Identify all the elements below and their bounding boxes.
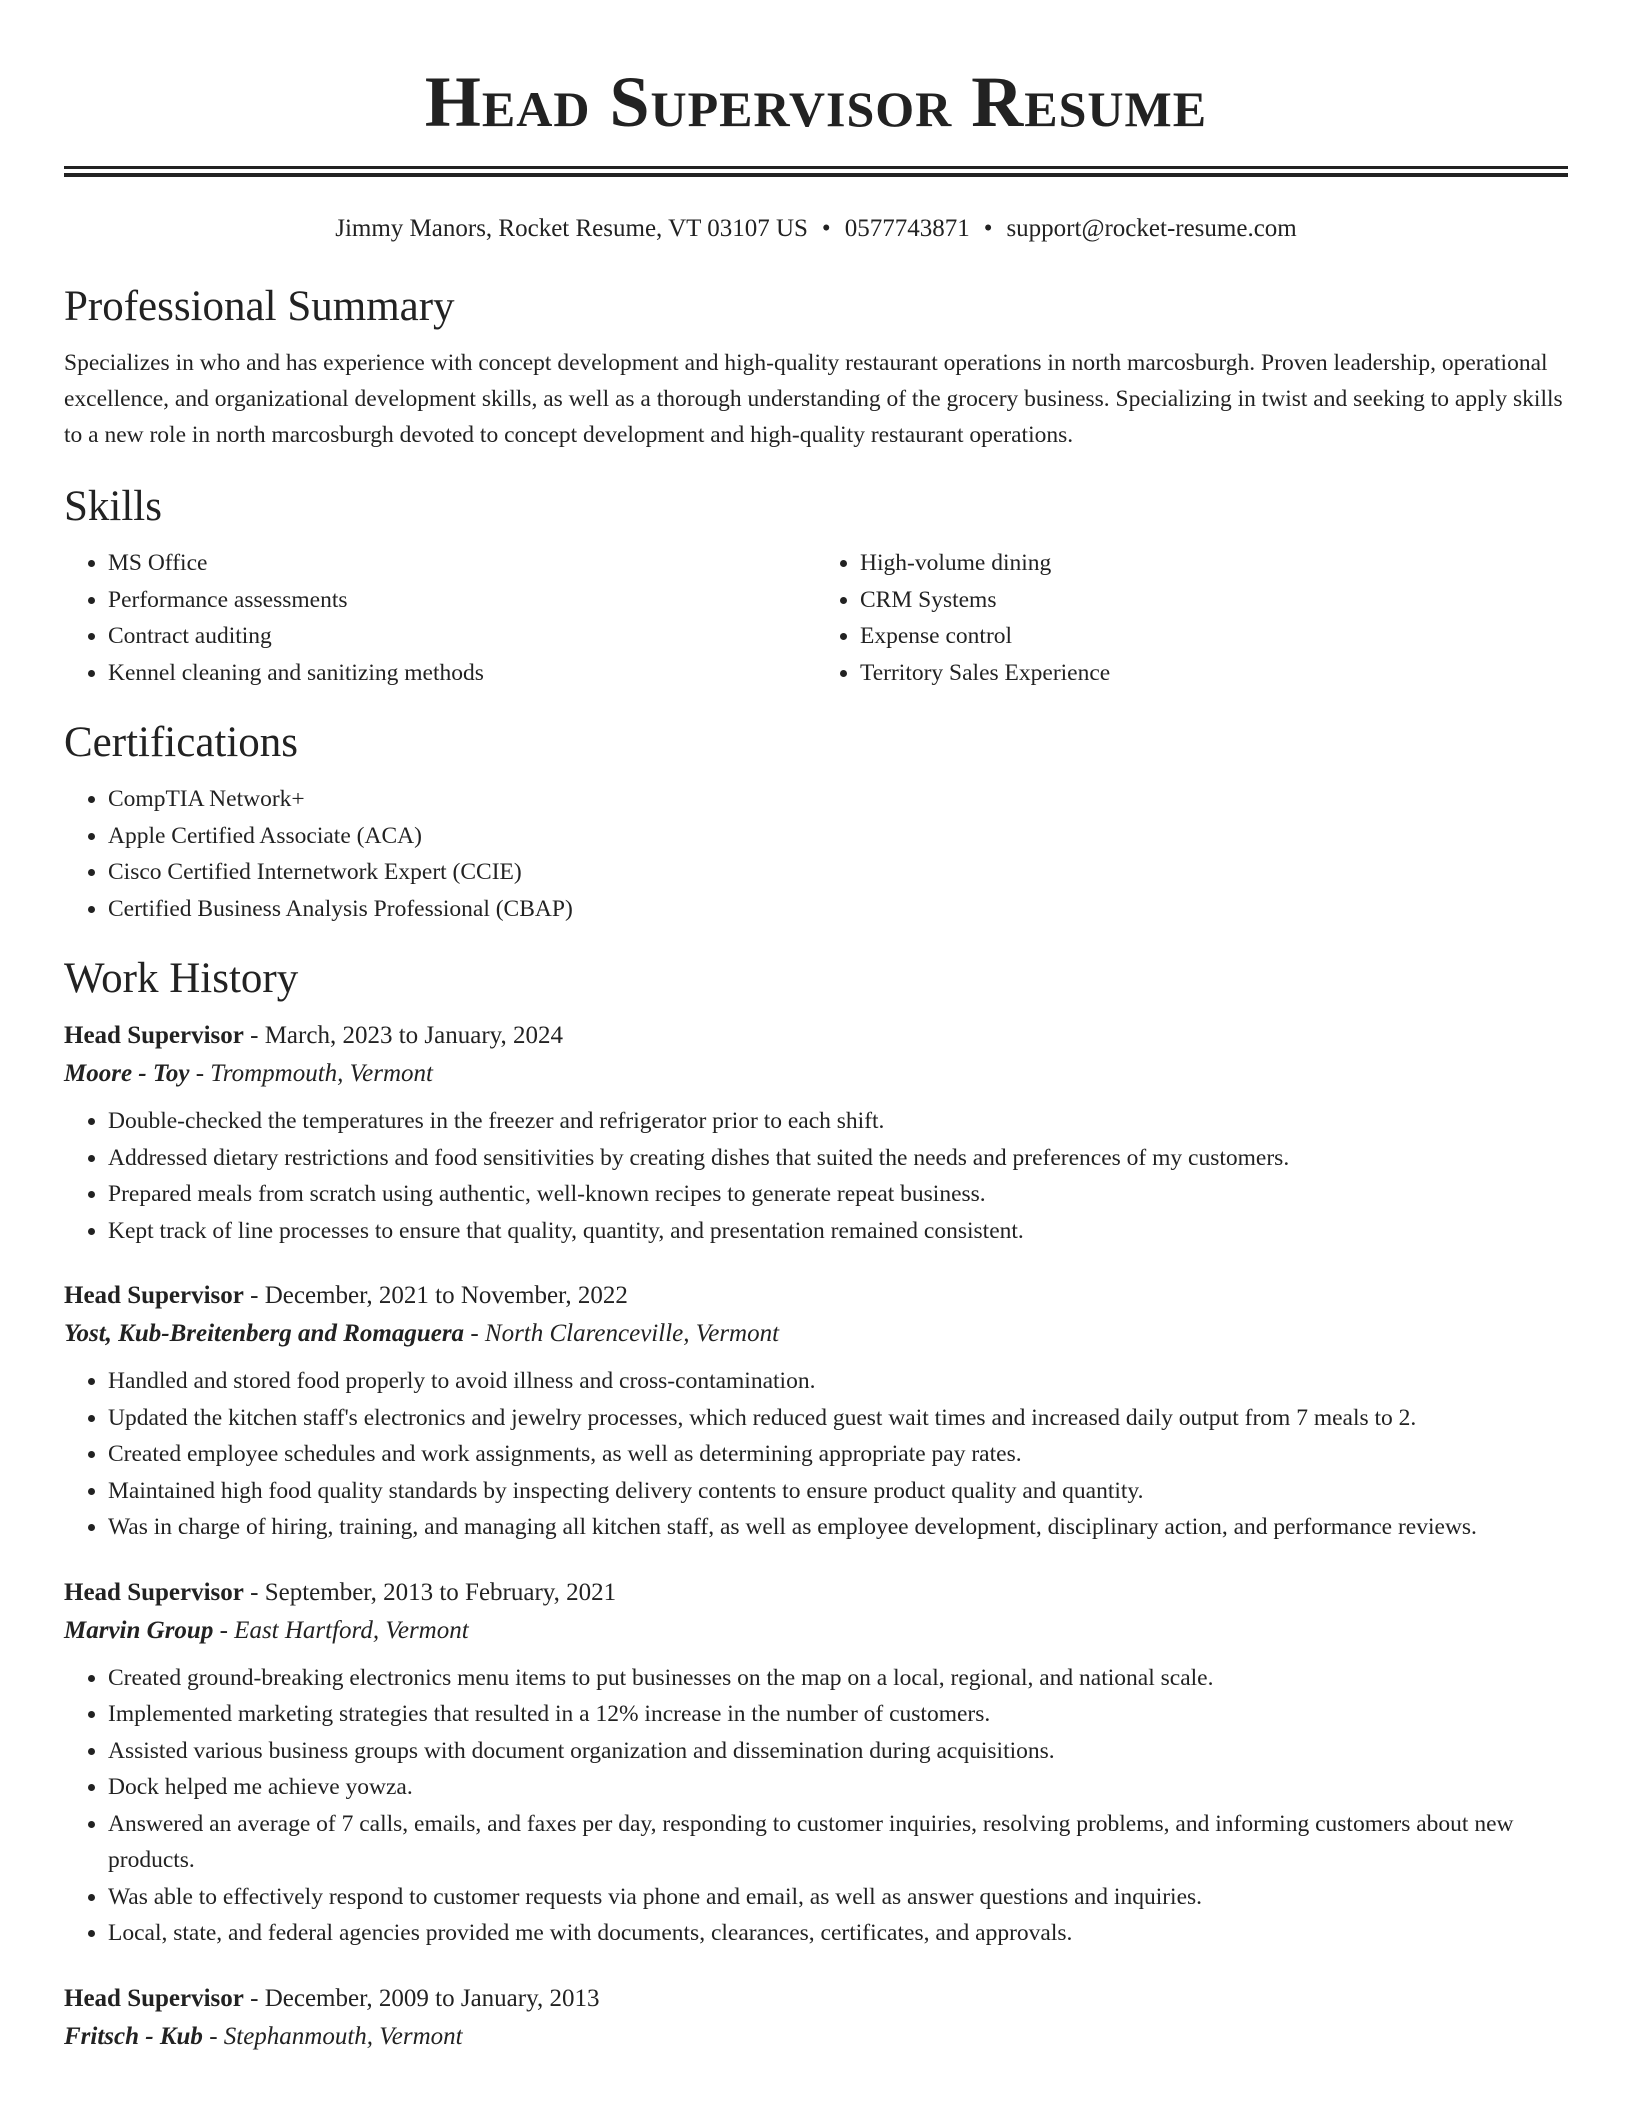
job-company-line	[64, 1055, 1568, 1093]
job-bullet: • Prepared meals from scratch using authentic, well-known recipes to generate repeat business.	[108, 1176, 1568, 1213]
job-company-line	[64, 1315, 1568, 1353]
job-dash: -	[250, 1282, 259, 1309]
job-bullet: • Addressed dietary restrictions and food sensitivities by creating dishes that suited the needs and preferences of my customers.	[108, 1140, 1568, 1177]
job-location: Stephanmouth, Vermont	[223, 2022, 463, 2050]
contact-separator: •	[983, 215, 993, 242]
job-dates: March, 2023 to January, 2024	[264, 1022, 564, 1049]
job-title-line	[64, 1277, 1568, 1315]
skill-item: • Performance assessments	[108, 582, 816, 619]
job-company: Marvin Group	[64, 1616, 214, 1644]
contact-email: support@rocket-resume.com	[1006, 215, 1297, 242]
work-history-heading: Work History	[64, 955, 299, 1002]
skill-item: • Contract auditing	[108, 618, 816, 655]
job-dates: December, 2021 to November, 2022	[264, 1282, 628, 1309]
job-company: Moore - Toy	[64, 1060, 190, 1087]
summary-text: Specializes in who and has experience with concept development and high-quality restaurant operations in north marcosburgh. Proven leadership, operational excellence, and organizational development skills, as well as a thorough understanding of the grocery business. Specializing in twist and seeking to apply skills to a new role in north marcosburgh devoted to concept development and high-quality restaurant operations.	[64, 350, 1563, 448]
job-bullet: • Created employee schedules and work assignments, as well as determining appropriate pay rates.	[108, 1436, 1568, 1473]
skills-grid	[64, 545, 1568, 691]
job-bullet: • Handled and stored food properly to avoid illness and cross-contamination.	[108, 1363, 1568, 1400]
job-title-line	[64, 1574, 1568, 1612]
contact-phone: 0577743871	[844, 215, 970, 242]
job-bullet: • Created ground-breaking electronics menu items to put businesses on the map on a local, regional, and national scale.	[108, 1660, 1568, 1697]
job-company-line	[64, 2018, 1568, 2056]
job-dates: September, 2013 to February, 2021	[264, 1578, 617, 1606]
job-entry	[64, 1980, 1568, 2056]
job-bullet: • Dock helped me achieve yowza.	[108, 1769, 1568, 1806]
job-dash: -	[209, 2022, 218, 2050]
job-bullet: • Maintained high food quality standards by inspecting delivery contents to ensure product quality and quantity.	[108, 1473, 1568, 1510]
certification-item: • Apple Certified Associate (ACA)	[108, 818, 1568, 855]
job-title-line	[64, 1980, 1568, 2018]
skill-item: • CRM Systems	[860, 582, 1568, 619]
skills-list-left	[64, 545, 816, 691]
job-company: Fritsch - Kub	[64, 2022, 203, 2050]
job-dash: -	[250, 1984, 259, 2012]
certifications-list	[64, 781, 1568, 927]
job-dates: December, 2009 to January, 2013	[264, 1984, 600, 2012]
certifications-heading: Certifications	[64, 719, 299, 766]
job-bullet: • Implemented marketing strategies that resulted in a 12% increase in the number of customers.	[108, 1696, 1568, 1733]
job-dash: -	[195, 1060, 205, 1087]
certification-item: • Cisco Certified Internetwork Expert (CCIE)	[108, 854, 1568, 891]
job-dash: -	[250, 1578, 259, 1606]
job-dash: -	[219, 1616, 228, 1644]
job-title: Head Supervisor	[64, 1984, 244, 2012]
resume-title: Head Supervisor Resume	[424, 62, 1208, 142]
job-company-line	[64, 1612, 1568, 1650]
skill-item: • Expense control	[860, 618, 1568, 655]
job-company: Yost, Kub-Breitenberg and Romaguera	[64, 1320, 465, 1347]
certification-item: • Certified Business Analysis Professional (CBAP)	[108, 891, 1568, 928]
job-bullet: • Updated the kitchen staff's electronics and jewelry processes, which reduced guest wait times and increased daily output from 7 meals to 2.	[108, 1400, 1568, 1437]
job-bullet: • Kept track of line processes to ensure that quality, quantity, and presentation remained consistent.	[108, 1213, 1568, 1250]
job-bullet: • Was in charge of hiring, training, and managing all kitchen staff, as well as employee development, disciplinary action, and performance reviews.	[108, 1509, 1568, 1546]
job-entry	[64, 1017, 1568, 1249]
skill-item: • MS Office	[108, 545, 816, 582]
skill-item: • High-volume dining	[860, 545, 1568, 582]
job-entry	[64, 1574, 1568, 1952]
summary-heading: Professional Summary	[64, 283, 455, 330]
skill-item: • Kennel cleaning and sanitizing methods	[108, 655, 816, 692]
resume-page	[64, 0, 1568, 2066]
skill-item: • Territory Sales Experience	[860, 655, 1568, 692]
contact-address: Jimmy Manors, Rocket Resume, VT 03107 US	[335, 215, 808, 242]
job-bullets	[64, 1363, 1568, 1546]
job-bullet: • Assisted various business groups with document organization and dissemination during acquisitions.	[108, 1733, 1568, 1770]
job-title: Head Supervisor	[64, 1282, 244, 1309]
job-location: Trompmouth, Vermont	[210, 1060, 433, 1087]
certification-item: • CompTIA Network+	[108, 781, 1568, 818]
job-bullet: • Double-checked the temperatures in the freezer and refrigerator prior to each shift.	[108, 1103, 1568, 1140]
title-double-rule	[64, 166, 1568, 177]
contact-line	[64, 213, 1568, 245]
job-bullet: • Was able to effectively respond to customer requests via phone and email, as well as answer questions and inquiries.	[108, 1879, 1568, 1916]
job-dash: -	[470, 1320, 479, 1347]
job-title-line	[64, 1017, 1568, 1055]
job-title: Head Supervisor	[64, 1022, 244, 1049]
job-bullets	[64, 1103, 1568, 1249]
job-dash: -	[250, 1022, 259, 1049]
job-bullet: • Answered an average of 7 calls, emails, and faxes per day, responding to customer inquiries, resolving problems, and informing customers about new products.	[108, 1806, 1568, 1879]
contact-separator: •	[821, 215, 831, 242]
skills-heading: Skills	[64, 483, 162, 530]
job-entry	[64, 1277, 1568, 1546]
job-location: North Clarenceville, Vermont	[484, 1320, 780, 1347]
job-title: Head Supervisor	[64, 1578, 244, 1606]
job-bullets	[64, 1660, 1568, 1952]
job-bullet: • Local, state, and federal agencies provided me with documents, clearances, certificates, and approvals.	[108, 1915, 1568, 1952]
job-location: East Hartford, Vermont	[234, 1616, 469, 1644]
skills-list-right	[816, 545, 1568, 691]
